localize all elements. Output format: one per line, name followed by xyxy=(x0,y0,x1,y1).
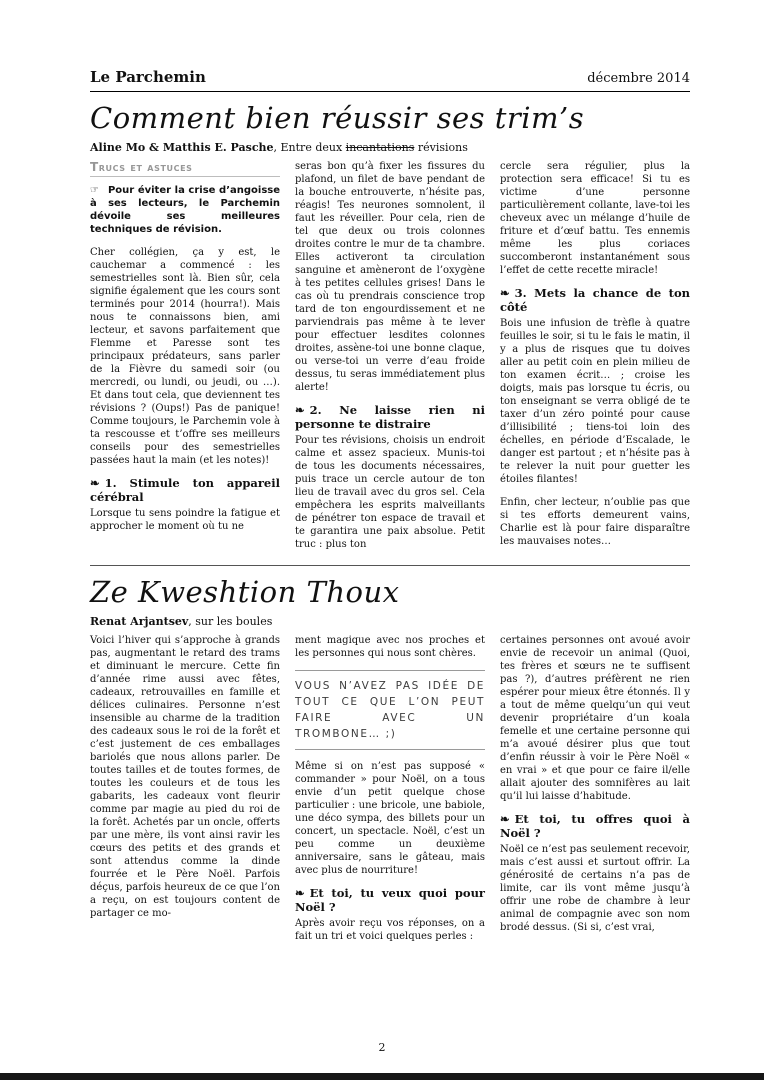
issue-date: décembre 2014 xyxy=(587,71,690,86)
article1-byline-post: révisions xyxy=(414,141,468,154)
article1-heading-2 xyxy=(295,403,485,431)
fleuron-icon: ❧ xyxy=(500,812,510,826)
article1-byline xyxy=(90,141,690,154)
article1-heading-2-text: 2. Ne laisse rien ni personne te distraire xyxy=(295,403,485,431)
article2-column-2 xyxy=(295,634,485,943)
article2-byline-post: , sur les boules xyxy=(188,615,273,628)
article2-title: Ze Kweshtion Thoux xyxy=(90,575,400,609)
article1-column-3 xyxy=(500,160,690,548)
article2-col2-paragraph: ment magique avec nos proches et les personnes qui nous sont chères. xyxy=(295,635,485,659)
article2-col3-paragraph: certaines personnes ont avoué avoir envie de recevoir un animal (Quoi, tes frères et sœurs ne te suffisent pas ?), d’autres préfèrent ne rien espérer pour mieux être étonnés. Il y a tout de même quelqu’un qui veut devenir propriétaire d’un koala femelle et une certaine personne qui m’a avoué désirer plus que tout d’enfin réussir à voir le Père Noël « en vrai » et que pour ce faire il/elle allait ajouter des somnifères au lait qu’il lui laisse d’habitude. xyxy=(500,635,690,802)
article1-lead xyxy=(90,184,280,236)
article1-authors: Aline Mo & Matthis E. Pasche xyxy=(90,141,274,154)
page-content xyxy=(90,0,690,943)
fleuron-icon: ❧ xyxy=(295,886,305,900)
article1-col3-paragraph: cercle sera régulier, plus la protection sera efficace! Si tu es victime d’une personne particulièrement collante, lave-toi les cheveux avec un mélange d’huile de friture et d’œuf battu. Tes ennemis même les plus coriaces succomberont instantanément sous l’effet de cette recette miracle! xyxy=(500,161,690,276)
running-header xyxy=(90,68,690,92)
fleuron-icon: ❧ xyxy=(500,286,510,300)
pull-quote: VOUS N’AVEZ PAS IDÉE DE TOUT CE QUE L’ON PEUT FAIRE AVEC UN TROMBONE… ;) xyxy=(295,670,485,750)
article1-columns xyxy=(90,160,690,551)
article1-col2-paragraph: Pour tes révisions, choisis un endroit calme et assez spacieux. Munis-toi de tous les documents nécessaires, puis trace un cercle autour de ton lieu de travail avec du gros sel. Cela empêchera les esprits malveillants de pénétrer ton espace de travail et te garantira une paix absolue. Petit truc : plus ton xyxy=(295,435,485,550)
article-separator-rule xyxy=(90,565,690,566)
publication-name: Le Parchemin xyxy=(90,68,206,86)
article1-lead-text: Pour éviter la crise d’angoisse à ses lecteurs, le Parchemin dévoile ses meilleures techniques de révision. xyxy=(90,185,280,235)
fleuron-icon: ❧ xyxy=(90,476,100,490)
article2-column-1 xyxy=(90,634,280,920)
article1-title: Comment bien réussir ses trim’s xyxy=(90,101,585,135)
article1-heading-3-text: 3. Mets la chance de ton côté xyxy=(500,286,690,314)
article2-col2-paragraph: Même si on n’est pas supposé « commander » pour Noël, on a tous envie d’un petit quelque chose particulier : une bricole, une babiole, une déco sympa, des billets pour un concert, un spectacle. Noël, c’est un peu comme un deuxième anniversaire, sans le gâteau, mais avec plus de nourriture! xyxy=(295,761,485,876)
article2-heading-2 xyxy=(500,812,690,840)
manicule-icon: ☞ xyxy=(90,185,99,196)
article1-col1-paragraph: Lorsque tu sens poindre la fatigue et approcher le moment où tu ne xyxy=(90,508,280,532)
screenshot-bottom-edge xyxy=(0,1073,764,1080)
section-kicker: Trucs et astuces xyxy=(90,160,280,177)
article2-authors: Renat Arjantsev xyxy=(90,615,189,628)
article1-heading-1 xyxy=(90,476,280,504)
article2-byline xyxy=(90,615,690,628)
article1-col3-closing-paragraph: Enfin, cher lecteur, n’oublie pas que si tes efforts demeurent vains, Charlie est là pour faire disparaître les mauvaises notes… xyxy=(500,497,690,547)
article1-heading-1-text: 1. Stimule ton appareil cérébral xyxy=(90,476,280,504)
article2-columns xyxy=(90,634,690,943)
article2-heading-1 xyxy=(295,886,485,914)
article2-heading-2-text: Et toi, tu offres quoi à Noël ? xyxy=(500,812,690,840)
article2-column-3 xyxy=(500,634,690,934)
article1-col3-paragraph: Bois une infusion de trèfle à quatre feuilles le soir, si tu le fais le matin, il y a plus de risques que tu doives aller au petit coin en plein milieu de ton examen écrit… ; croise les doigts, mais pas lorsque tu écris, ou ton enseignant se verra obligé de te taxer d’un zéro pointé pour cause d’illisibilité ; tiens-toi loin des échelles, en période d’Escalade, le danger est partout ; et n’hésite pas à te relever la nuit pour guetter les étoiles filantes! xyxy=(500,318,690,485)
article2-heading-1-text: Et toi, tu veux quoi pour Noël ? xyxy=(295,886,485,914)
article1-col1-paragraph: Cher collégien, ça y est, le cauchemar a commencé : les semestrielles sont là. Bien sûr, cela signifie également que les cours sont terminés pour 2014 (hourra!). Mais nous te connaissons bien, ami lecteur, et savons parfaitement que Flemme et Paresse sont tes principaux prédateurs, sans parler de la Fièvre du samedi soir (ou mercredi, ou lundi, ou jeudi, ou …). Et dans tout cela, que deviennent tes révisions ? (Oups!) Pas de panique! Comme toujours, le Parchemin vole à ta rescousse et t’offre ses meilleurs conseils pour des semestrielles passées haut la main (et les notes)! xyxy=(90,247,280,466)
article2-col3-paragraph: Noël ce n’est pas seulement recevoir, mais c’est aussi et surtout offrir. La générosité de certains n’a pas de limite, car ils vont même jusqu’à offrir une robe de chambre à leur animal de compagnie avec son nom brodé dessus. (Si si, c’est vrai, xyxy=(500,844,690,933)
article1-col2-paragraph: seras bon qu’à fixer les fissures du plafond, un filet de bave pendant de la bouche entrouverte, n’hésite pas, réagis! Tes neurones somnolent, il faut les réveiller. Pour cela, rien de tel que deux ou trois colonnes droites contre le mur de ta chambre. Elles activeront ta circulation sanguine et amèneront de l’oxygène à tes petites cellules grises! Dans le cas où tu prendrais conscience trop tard de ton engourdissement et ne parviendrais pas même à te lever pour effectuer lesdites colonnes droites, assène-toi une bonne claque, ou verse-toi un verre d’eau froide dessus, tu seras immédiatement plus alerte! xyxy=(295,161,485,393)
article1-byline-pre: , Entre deux xyxy=(273,141,346,154)
fleuron-icon: ❧ xyxy=(295,403,305,417)
article1-column-2 xyxy=(295,160,485,551)
article1-byline-strikethrough: incantations xyxy=(345,141,415,154)
page-number: 2 xyxy=(378,1041,386,1054)
article1-heading-3 xyxy=(500,286,690,314)
article2-col2-paragraph: Après avoir reçu vos réponses, on a fait un tri et voici quelques perles : xyxy=(295,918,485,942)
article2-col1-paragraph: Voici l’hiver qui s’approche à grands pas, augmentant le retard des trams et diminuant le mercure. Cette fin d’année rime aussi avec fêtes, cadeaux, retrouvailles en famille et délices culinaires. Personne n’est insensible au charme de la tradition des cadeaux sous le roi de la forêt et c’est justement de ces emballages bariolés que nous allons parler. De toutes tailles et de toutes formes, de toutes les couleurs et de tous les gabarits, les cadeaux vont fleurir comme par magie au pied du roi de la forêt. Achetés par un oncle, offerts par une mère, ils vont ainsi ravir les cœurs des petits et des grands et sont attendus comme la dinde fourrée et le Père Noël. Parfois déçus, parfois heureux de ce que l’on a reçu, on est toujours content de partager ce mo- xyxy=(90,635,280,919)
article1-column-1 xyxy=(90,160,280,533)
